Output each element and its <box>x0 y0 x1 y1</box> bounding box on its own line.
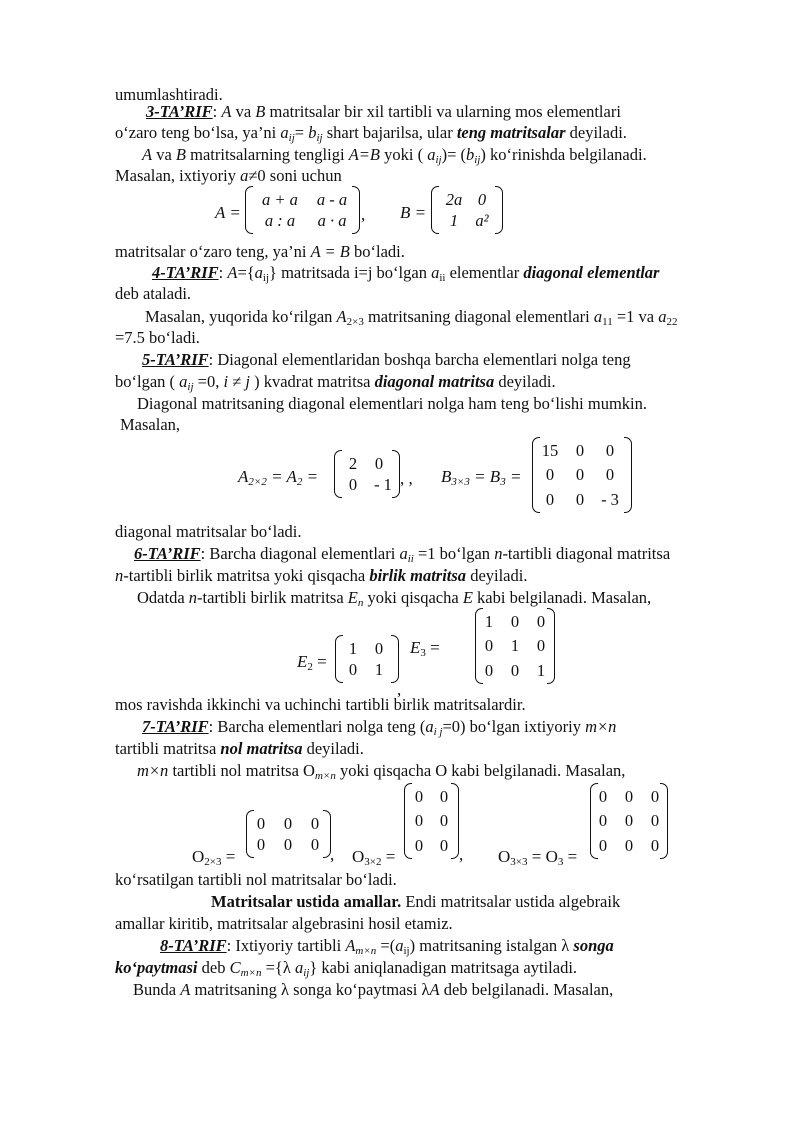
defined-term: teng matritsalar <box>456 123 566 142</box>
separator: , <box>397 680 402 699</box>
separator: , <box>330 845 335 864</box>
heading-bold: Matritsalar ustida amallar. <box>211 892 402 911</box>
defined-term: birlik matritsa <box>369 566 467 585</box>
text-line: Diagonal matritsaning diagonal elementlari nolga ham teng bo‘lishi mumkin. <box>137 394 648 413</box>
text-line: ko‘rsatilgan tartibli nol matritsalar bo‘ladi. <box>115 870 397 889</box>
definition-term: 5-TA’RIF <box>142 350 209 369</box>
matrix-A2: 2 0 0 - 1 <box>334 450 400 498</box>
text-line: Masalan, <box>120 415 181 434</box>
matrix-A: a + a a - a a : a a · a <box>245 186 360 234</box>
definition-term: 8-TA’RIF <box>160 936 227 955</box>
matrix-B: 2a 0 1 a² <box>431 186 503 234</box>
text-line: diagonal matritsalar bo‘ladi. <box>115 522 302 541</box>
matrix-O23-label: $O_{2\times 3}$ = <box>192 847 236 868</box>
defined-term: ko‘paytmasi <box>115 958 198 977</box>
separator: , <box>361 205 366 224</box>
text-line: Odatda n-tartibli birlik matritsa $E_n$ yoki qisqacha E kabi belgilanadi. Masalan, <box>137 588 652 609</box>
definition-term: 4-TA’RIF <box>152 263 219 282</box>
separator: , <box>459 845 464 864</box>
definition-4: 4-TA’RIF: $A=\{a_{ij}\}$ matritsada i=j bo‘lgan $a_{ii}$ elementlar diagonal elementlar <box>152 263 660 284</box>
text-line: matritsalar o‘zaro teng, ya’ni A = B bo‘ladi. <box>115 242 405 261</box>
text-line: =7.5 bo‘ladi. <box>115 328 200 347</box>
defined-term: diagonal matritsa <box>374 372 495 391</box>
matrix-B-label: B = <box>400 203 427 222</box>
definition-5: 5-TA’RIF: Diagonal elementlaridan boshqa barcha elementlari nolga teng <box>142 350 631 369</box>
definition-7: 7-TA’RIF: Barcha elementlari nolga teng $(a_{i j}=0)$ bo‘lgan ixtiyoriy m×n <box>142 717 617 738</box>
text-line: ko‘paytmasi deb $C_{m\times n} =\{\lambda$ $a_{ij}$} kabi aniqlanadigan matritsaga aytiladi. <box>115 958 578 979</box>
matrix-O32-label: $O_{3\times 2}$ = <box>352 847 396 868</box>
text-line: n-tartibli birlik matritsa yoki qisqacha birlik matritsa deyiladi. <box>115 566 528 585</box>
text-line: amallar kiritib, matritsalar algebrasini hosil etamiz. <box>115 914 453 933</box>
matrix-B3-label: $B_{3\times 3} = B_3$ = <box>441 467 522 488</box>
definition-6: 6-TA’RIF: Barcha diagonal elementlari $a_{ii} =1$ bo‘lgan n-tartibli diagonal matritsa <box>134 544 671 565</box>
matrix-A-label: A = <box>215 203 241 222</box>
defined-term: songa <box>573 936 614 955</box>
text-line: umumlashtiradi. <box>115 85 223 104</box>
definition-term: 6-TA’RIF <box>134 544 201 563</box>
text-line: A va B matritsalarning tengligi A=B yoki ( $a_{ij})= (b_{ij})$ ko‘rinishda belgilanadi. <box>142 145 647 166</box>
text-line: Bunda A matritsaning λ songa ko‘paytmasi λA deb belgilanadi. Masalan, <box>133 980 614 999</box>
matrix-O33-label: $O_{3\times 3} = O_3$ = <box>498 847 578 868</box>
matrix-E3-label: $E_3$ = <box>410 638 440 659</box>
definition-term: 7-TA’RIF <box>142 717 209 736</box>
text-line: Masalan, yuqorida ko‘rilgan $A_{2\times 3}$ matritsaning diagonal elementlari $a_{11} =1$ va $a_{22}$ <box>145 307 678 328</box>
matrix-B3: 15 0 0 0 0 0 0 0 - 3 <box>532 437 632 513</box>
text-line: o‘zaro teng bo‘lsa, ya’ni $a_{ij}= b_{ij}$ shart bajarilsa, ular teng matritsalar deyiladi. <box>115 123 627 144</box>
text-line: mos ravishda ikkinchi va uchinchi tartibli birlik matritsalardir. <box>115 695 526 714</box>
definition-8: 8-TA’RIF: Ixtiyoriy tartibli $A_{m\times n} =(a_{ij})$ matritsaning istalgan λ songa <box>160 936 614 957</box>
matrix-E2-label: $E_2$ = <box>297 652 327 673</box>
text-line: deb ataladi. <box>115 284 192 303</box>
defined-term: nol matritsa <box>220 739 303 758</box>
text-line: bo‘lgan ( $a_{ij} =0$, i ≠ j ) kvadrat matritsa diagonal matritsa deyiladi. <box>115 372 556 393</box>
text-line: Masalan, ixtiyoriy a≠0 soni uchun <box>115 166 342 185</box>
matrix-A2-label: $A_{2\times 2} = A_2$ = <box>238 467 319 488</box>
matrix-E2: 1 0 0 1 <box>335 635 399 683</box>
separator: , , <box>400 469 413 488</box>
matrix-O23: 0 0 0 0 0 0 <box>246 810 331 858</box>
defined-term: diagonal elementlar <box>523 263 660 282</box>
text-line: tartibli matritsa nol matritsa deyiladi. <box>115 739 364 758</box>
definition-3: 3-TA’RIF: A va B matritsalar bir xil tartibli va ularning mos elementlari <box>146 102 621 121</box>
text-line: m×n tartibli nol matritsa $O_{m\times n}$ yoki qisqacha O kabi belgilanadi. Masalan, <box>137 761 626 782</box>
matrix-E3: 1 0 0 0 1 0 0 0 1 <box>475 608 555 684</box>
section-heading: Matritsalar ustida amallar. Endi matritsalar ustida algebraik <box>211 892 621 911</box>
matrix-O33: 0 0 0 0 0 0 0 0 0 <box>590 783 668 859</box>
definition-term: 3-TA’RIF <box>146 102 213 121</box>
matrix-O32: 0 0 0 0 0 0 <box>404 783 459 859</box>
